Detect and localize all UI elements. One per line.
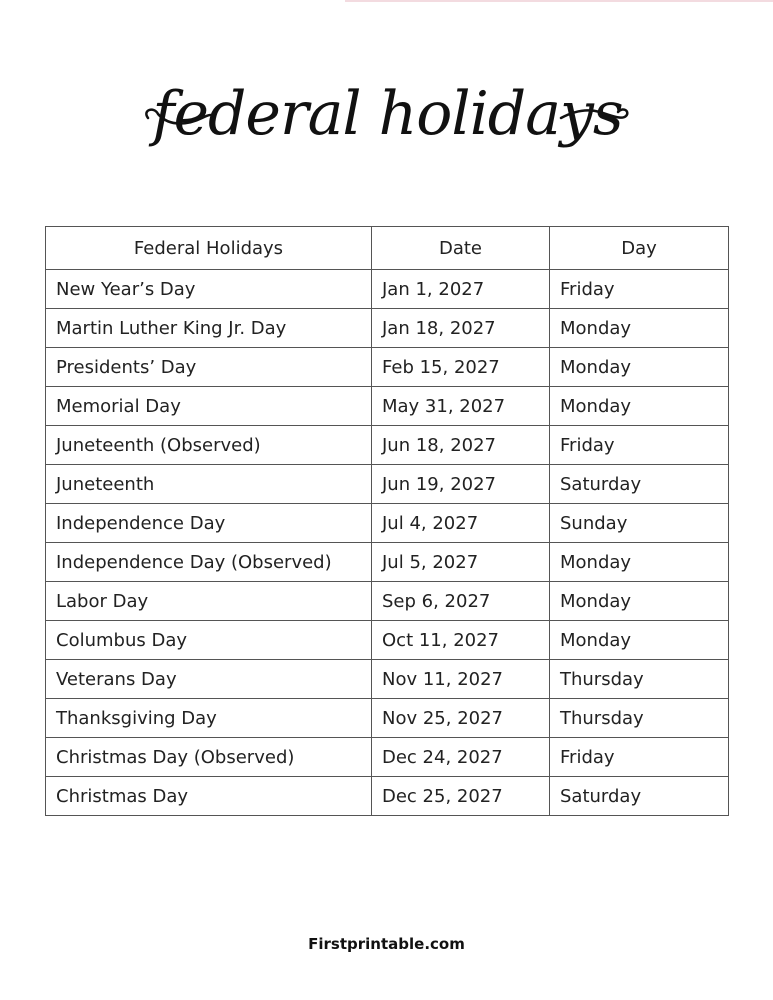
footer-site-name: Firstprintable.com [308,935,465,953]
holiday-day-cell: Thursday [550,699,729,738]
holiday-day-cell: Saturday [550,465,729,504]
holiday-date-cell: Jun 18, 2027 [372,426,550,465]
holiday-name-cell: Thanksgiving Day [46,699,372,738]
table-row [46,309,729,348]
holiday-date-cell: May 31, 2027 [372,387,550,426]
holiday-day-cell: Monday [550,543,729,582]
holiday-name-cell: Christmas Day (Observed) [46,738,372,777]
holiday-date-cell: Dec 25, 2027 [372,777,550,816]
holiday-date-cell: Jan 18, 2027 [372,309,550,348]
holiday-date-cell: Dec 24, 2027 [372,738,550,777]
holiday-name-cell: Martin Luther King Jr. Day [46,309,372,348]
holiday-day-cell: Sunday [550,504,729,543]
holiday-name-cell: New Year’s Day [46,270,372,309]
holiday-day-cell: Friday [550,270,729,309]
holiday-name-cell: Labor Day [46,582,372,621]
column-header-holiday: Federal Holidays [46,227,372,270]
holiday-day-cell: Monday [550,582,729,621]
holiday-name-cell: Veterans Day [46,660,372,699]
holiday-name-cell: Presidents’ Day [46,348,372,387]
table-row [46,777,729,816]
holiday-day-cell: Monday [550,387,729,426]
table-row [46,660,729,699]
holiday-day-cell: Friday [550,426,729,465]
table-row [46,387,729,426]
holiday-day-cell: Monday [550,348,729,387]
table-row [46,348,729,387]
holiday-date-cell: Feb 15, 2027 [372,348,550,387]
holiday-name-cell: Juneteenth (Observed) [46,426,372,465]
table-row [46,270,729,309]
column-header-day: Day [550,227,729,270]
holiday-date-cell: Jul 5, 2027 [372,543,550,582]
title-block [140,60,635,180]
holiday-day-cell: Monday [550,309,729,348]
holiday-day-cell: Saturday [550,777,729,816]
holiday-name-cell: Independence Day [46,504,372,543]
table-row [46,465,729,504]
holiday-date-cell: Jan 1, 2027 [372,270,550,309]
top-accent-line [345,0,773,2]
table-row [46,504,729,543]
holiday-day-cell: Thursday [550,660,729,699]
holiday-name-cell: Independence Day (Observed) [46,543,372,582]
holiday-name-cell: Christmas Day [46,777,372,816]
holiday-name-cell: Memorial Day [46,387,372,426]
table-row [46,582,729,621]
page-title: federal holidays [152,79,623,149]
holiday-day-cell: Friday [550,738,729,777]
holiday-name-cell: Columbus Day [46,621,372,660]
holiday-day-cell: Monday [550,621,729,660]
table-header-row [46,227,729,270]
table-row [46,621,729,660]
holiday-date-cell: Nov 25, 2027 [372,699,550,738]
holidays-table [45,226,729,816]
holiday-name-cell: Juneteenth [46,465,372,504]
holiday-date-cell: Jul 4, 2027 [372,504,550,543]
holiday-date-cell: Sep 6, 2027 [372,582,550,621]
table-row [46,738,729,777]
column-header-date: Date [372,227,550,270]
holiday-date-cell: Jun 19, 2027 [372,465,550,504]
holiday-date-cell: Oct 11, 2027 [372,621,550,660]
table-row [46,426,729,465]
table-row [46,543,729,582]
table-row [46,699,729,738]
holiday-date-cell: Nov 11, 2027 [372,660,550,699]
